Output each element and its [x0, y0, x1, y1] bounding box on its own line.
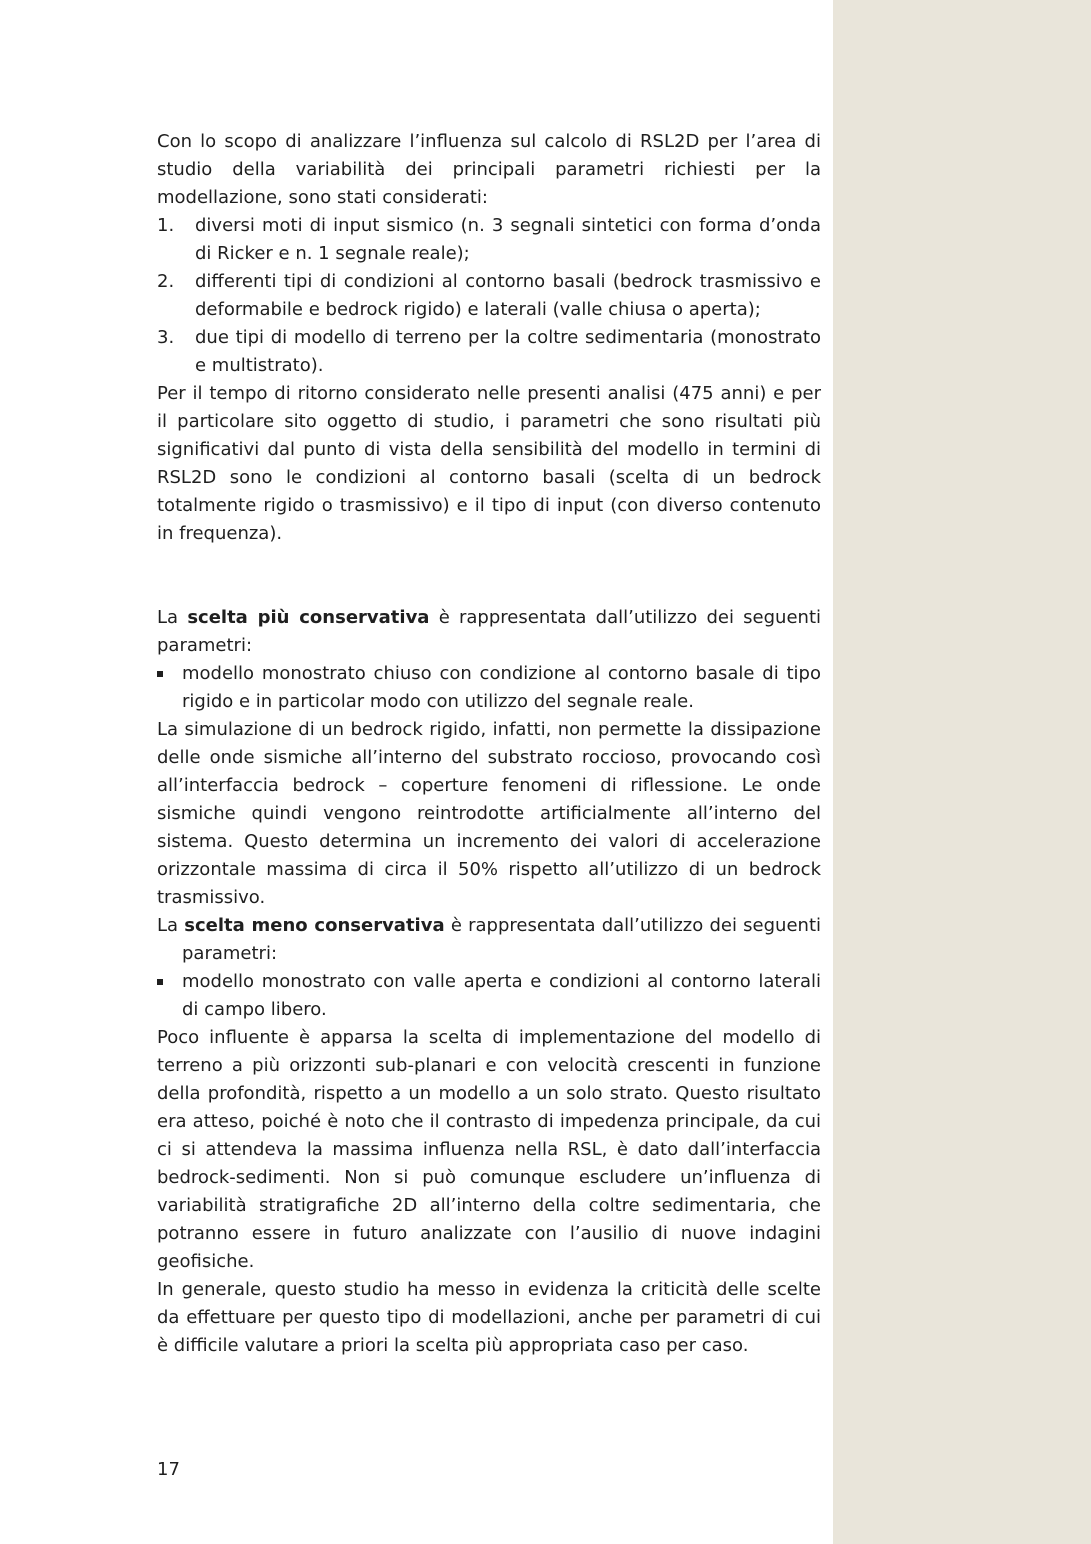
list-text: differenti tipi di condizioni al contorno basali (bedrock trasmissivo e deformabile e bedrock rigido) e laterali (valle chiusa o aperta); [195, 271, 821, 320]
less-conservative-paragraph [157, 912, 821, 968]
page-number: 17 [157, 1459, 180, 1480]
list-text: modello monostrato con valle aperta e condizioni al contorno laterali di campo libero. [182, 971, 821, 1020]
emphasis-less-conservative: scelta meno conservativa [184, 915, 445, 936]
list-item [157, 324, 821, 380]
bullet-icon [157, 671, 163, 677]
conservative-list [157, 660, 821, 716]
list-text: modello monostrato chiuso con condizione al contorno basale di tipo rigido e in particolar modo con utilizzo del segnale reale. [182, 663, 821, 712]
text-run: è rappresentata dall’utilizzo dei seguenti parametri: [182, 915, 821, 964]
conclusion-paragraph: In generale, questo studio ha messo in evidenza la criticità delle scelte da effettuare per questo tipo di modellazioni, anche per parametri di cui è difficile valutare a priori la scelta più appropriata caso per caso. [157, 1279, 821, 1356]
list-item [157, 212, 821, 268]
text-run: La [157, 607, 188, 628]
list-number: 3. [157, 327, 175, 348]
rigid-bedrock-paragraph: La simulazione di un bedrock rigido, infatti, non permette la dissipazione delle onde sismiche all’interno del substrato roccioso, provocando così all’interfaccia bedrock – coperture fenomeni di riflessione. Le onde sismiche quindi vengono reintrodotte artificialmente all’interno del sistema. Questo determina un incremento dei valori di accelerazione orizzontale massima di circa il 50% rispetto all’utilizzo di un bedrock trasmissivo. [157, 719, 821, 908]
list-item [157, 660, 821, 716]
less-conservative-list [157, 968, 821, 1024]
text-run: La [157, 915, 185, 936]
document-body [157, 128, 821, 1360]
page-sidebar [833, 0, 1091, 1544]
significant-paragraph: Per il tempo di ritorno considerato nelle presenti analisi (475 anni) e per il particolare sito oggetto di studio, i parametri che sono risultati più significativi dal punto di vista della sensibilità del modello in termini di RSL2D sono le condizioni al contorno basali (scelta di un bedrock totalmente rigido o trasmissivo) e il tipo di input (con diverso contenuto in frequenza). [157, 383, 821, 544]
considered-list [157, 212, 821, 380]
conservative-paragraph [157, 604, 821, 660]
influence-paragraph: Poco influente è apparsa la scelta di implementazione del modello di terreno a più orizzonti sub-planari e con velocità crescenti in funzione della profondità, rispetto a un modello a un solo strato. Questo risultato era atteso, poiché è noto che il contrasto di impedenza principale, da cui ci si attendeva la massima influenza nella RSL, è dato dall’interfaccia bedrock-sedimenti. Non si può comunque escludere un’influenza di variabilità stratigrafiche 2D all’interno della coltre sedimentaria, che potranno essere in futuro analizzate con l’ausilio di nuove indagini geofisiche. [157, 1027, 821, 1272]
emphasis-conservative: scelta più conservativa [187, 607, 430, 628]
bullet-icon [157, 979, 163, 985]
text-run: è rappresentata dall’utilizzo dei seguenti parametri: [157, 607, 822, 656]
intro-paragraph: Con lo scopo di analizzare l’influenza sul calcolo di RSL2D per l’area di studio della variabilità dei principali parametri richiesti per la modellazione, sono stati considerati: [157, 131, 821, 208]
list-text: due tipi di modello di terreno per la coltre sedimentaria (monostrato e multistrato). [195, 327, 821, 376]
list-number: 1. [157, 215, 175, 236]
list-item [157, 268, 821, 324]
list-text: diversi moti di input sismico (n. 3 segnali sintetici con forma d’onda di Ricker e n. 1 segnale reale); [195, 215, 821, 264]
spacer [157, 576, 821, 604]
list-item [157, 968, 821, 1024]
list-number: 2. [157, 271, 175, 292]
spacer [157, 548, 821, 576]
